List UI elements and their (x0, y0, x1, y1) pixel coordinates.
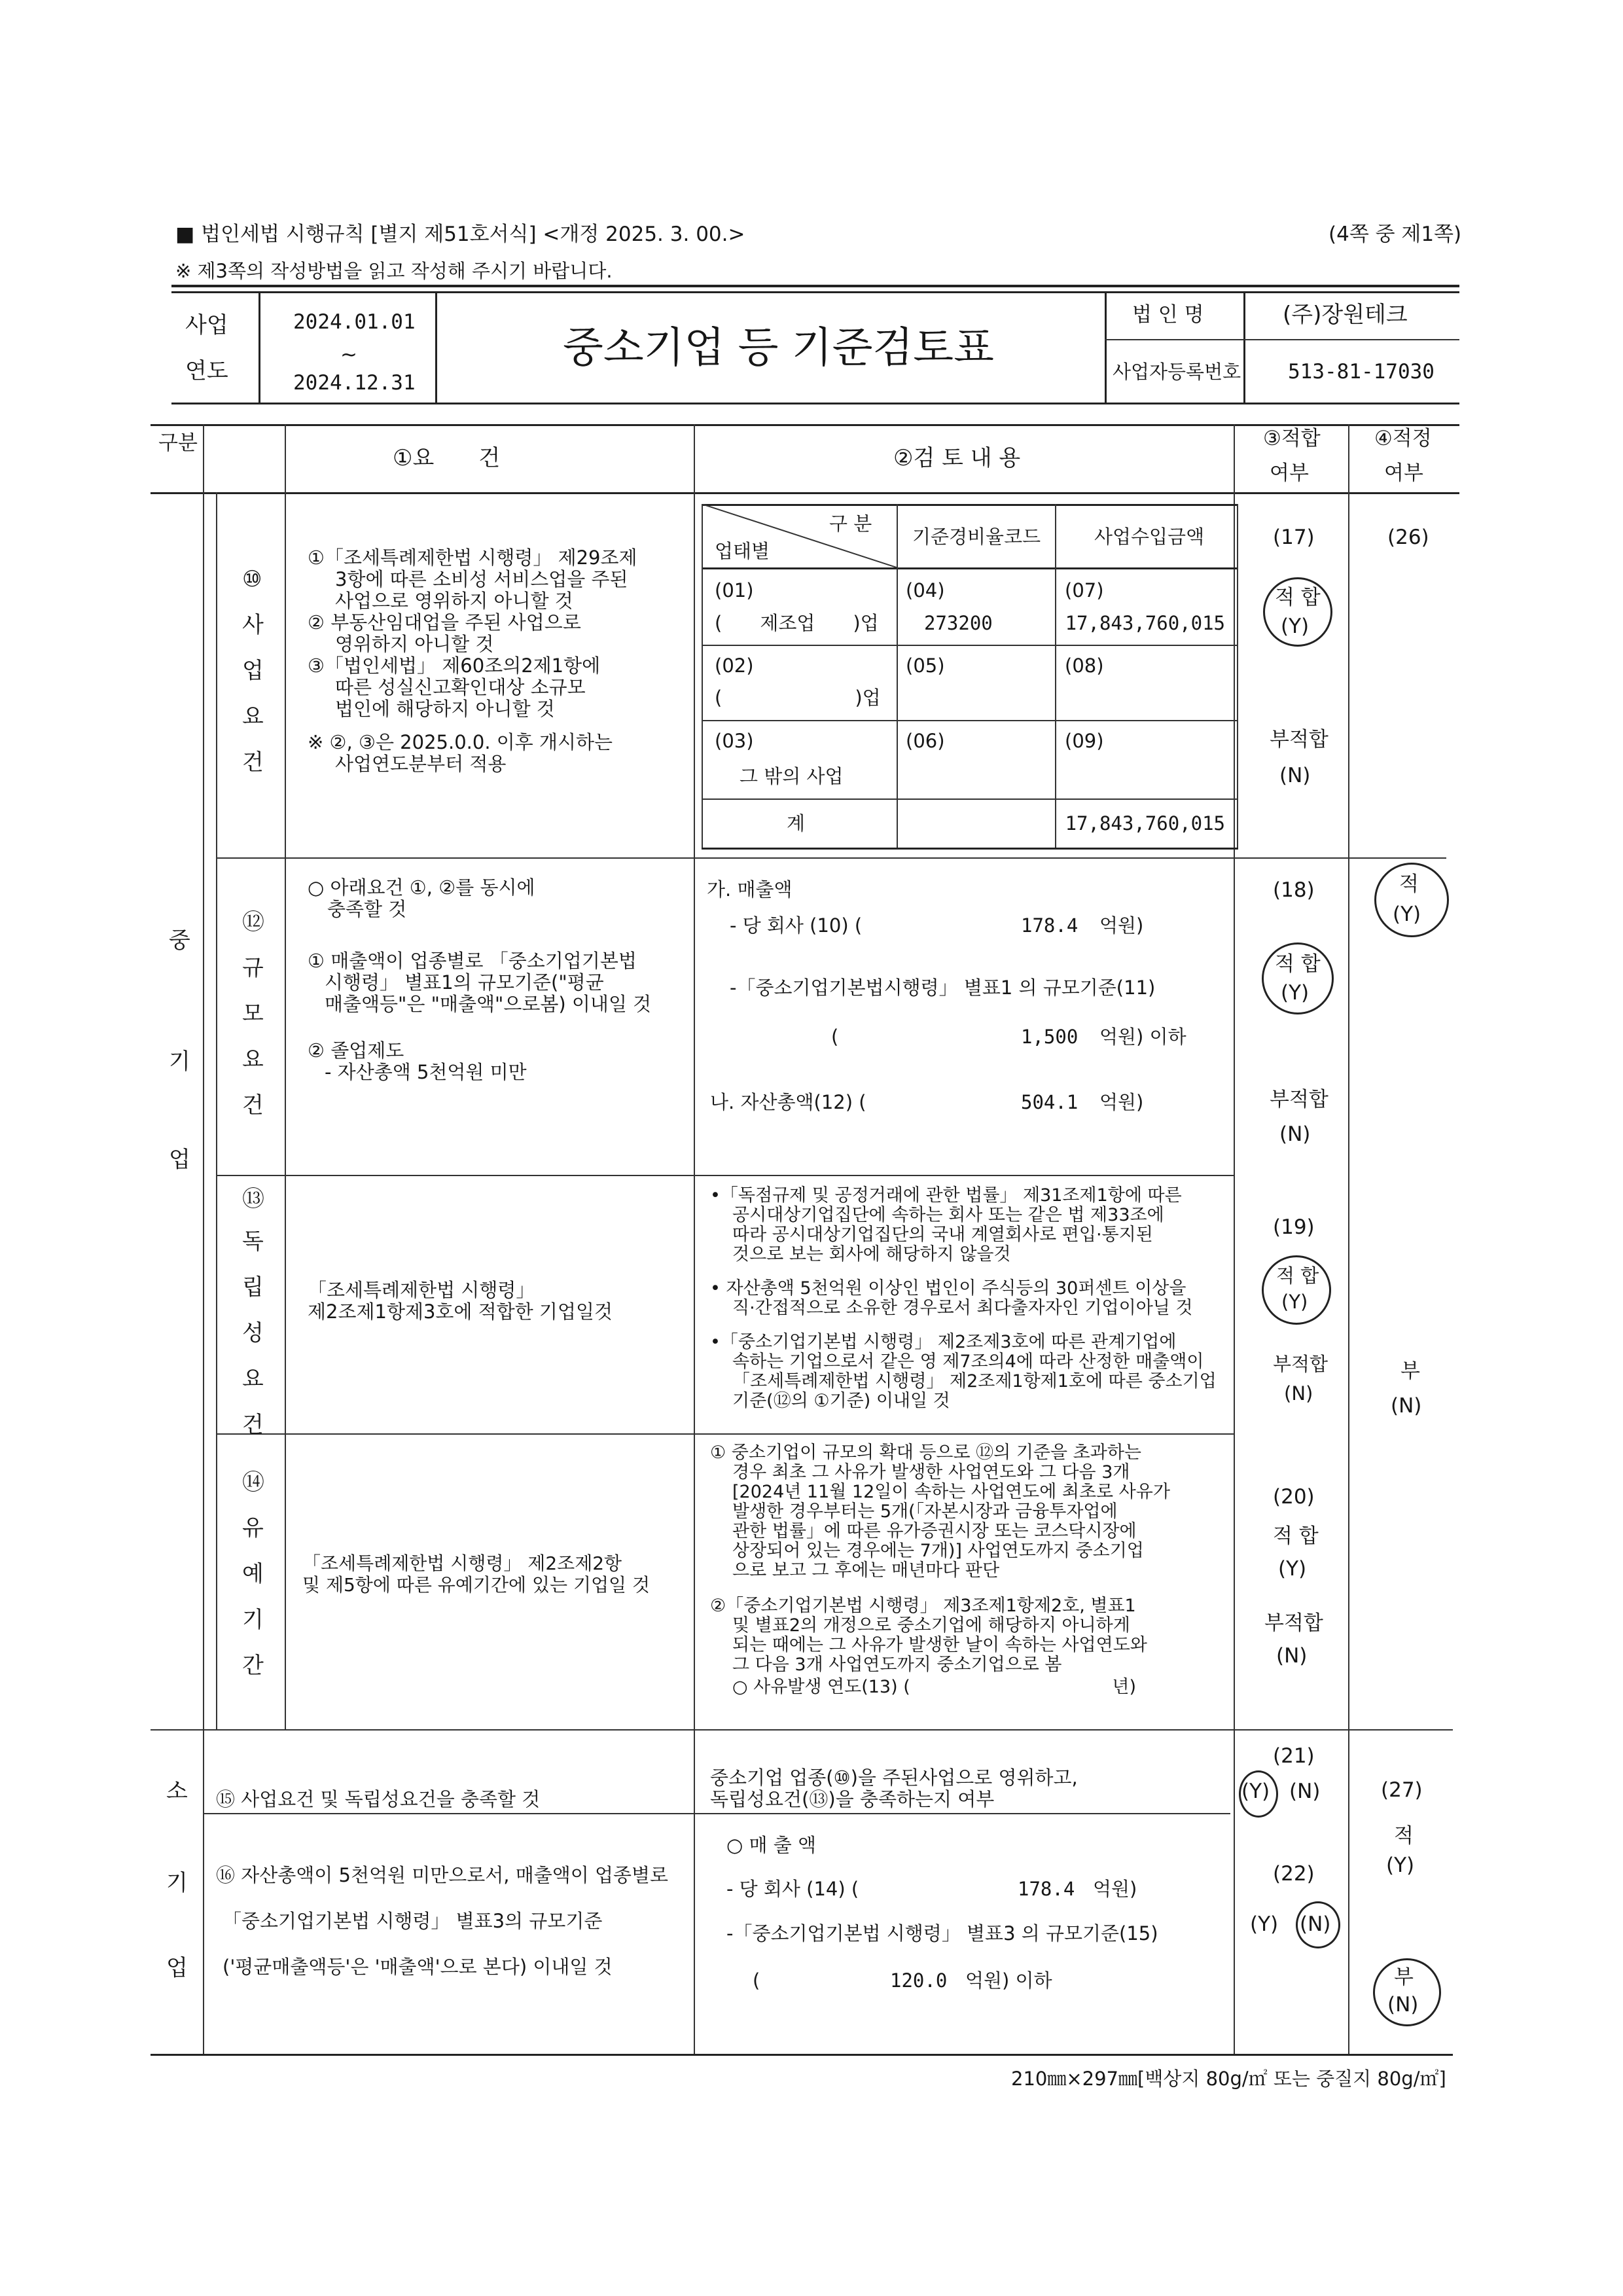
row1-amt-no: (07) (1065, 579, 1104, 601)
corp-name-label: 법 인 명 (1132, 303, 1204, 327)
scale-asset-value: 504.1 (1021, 1091, 1079, 1113)
scale-requirements: ○ 아래요건 ①, ②를 동시에 충족할 것 ① 매출액이 업종별로 「중소기업기본법 시행령」 별표1의 규모기준("평균 매출액등"은 "매출액"으로봄) 이내일 것 ② 졸업제도 - 자산총액 5천억원 미만 (308, 876, 652, 1083)
grid-line (151, 424, 1459, 426)
row3-code-no: (06) (906, 730, 945, 752)
table-border (1055, 504, 1056, 848)
period-start: 2024.01.01 (293, 310, 416, 334)
row1-code: 273200 (924, 612, 993, 634)
grace-requirements: 「조세특례제한법 시행령」 제2조제2항 및 제5항에 따른 유예기간에 있는 기업일 것 (302, 1552, 651, 1596)
scale-standard-value: 1,500 (1021, 1026, 1079, 1048)
grace-review: ① 중소기업이 규모의 확대 등으로 ⑫의 기준을 초과하는 경우 최초 그 사유가 발생한 사업연도와 그 다음 3개 [2024년 11월 12일이 속하는 사업연도에 최초로 사유가 발생한 경우부터는 5개(「자본시장과 금융투자업에 관한 법률」에 따른 유가증권시장 또는 코스닥시장에 상장되어 있는 경우에는 7개)] 사업연도까지 중소기업 으로 보고 그 후에는 매년마다 판단 ②「중소기업기본법 시행령」 제3조제1항제2호, 별표1 및 별표2의 개정으로 중소기업에 해당하지 아니하게 되는 때에는 그 사유가 발생한 날이 속하는 사업연도와 그 다음 3개 사업연도까지 중소기업으로 봄 ○ 사유발생 연도(13) ( 년) (710, 1443, 1170, 1697)
grid-line (285, 424, 286, 1729)
scale-asset: 나. 자산총액(12) ( (710, 1091, 866, 1113)
row2-type: ( )업 (715, 687, 881, 709)
fit-19-y: (Y) (1281, 1291, 1308, 1313)
row2-amt-no: (08) (1065, 655, 1104, 677)
grid-line (151, 492, 1459, 494)
row2-no: (02) (715, 655, 754, 677)
fit-17-n: (N) (1279, 764, 1311, 787)
final-27-y: (Y) (1386, 1854, 1415, 1877)
title-top-border-2 (171, 291, 1459, 293)
fit-17-y: (Y) (1281, 615, 1310, 638)
title-top-border (171, 285, 1459, 287)
hdr-type: 업태별 (715, 540, 770, 562)
table-border (702, 567, 1238, 569)
indep-label: 립 (242, 1274, 264, 1300)
grace-num: ⑭ (242, 1469, 264, 1496)
group-sme: 기 (169, 1049, 190, 1075)
small-req-1: ⑮ 사업요건 및 독립성요건을 충족할 것 (216, 1788, 541, 1810)
small-sales-title: ○ 매 출 액 (726, 1834, 817, 1856)
scale-label: 규 (242, 955, 264, 981)
indep-label: 요 (242, 1366, 264, 1392)
final-scale-y: (Y) (1393, 903, 1421, 926)
small-standard: -「중소기업기본법 시행령」 별표3 의 규모기준(15) (726, 1922, 1158, 1945)
row1-no: (01) (715, 579, 754, 601)
row2-code-no: (05) (906, 655, 945, 677)
hdr-code: 기준경비율코드 (912, 526, 1041, 548)
grid-line (151, 1729, 1453, 1731)
biz-no: 513-81-17030 (1288, 360, 1435, 384)
table-border (702, 645, 1238, 646)
grace-year-label: ○ 사유발생 연도(13) ( (732, 1677, 910, 1697)
fit-21-no: (21) (1273, 1744, 1315, 1768)
row1-code-no: (04) (906, 579, 945, 601)
scale-asset-unit: 억원) (1099, 1091, 1144, 1113)
row3-type: 그 밖의 사업 (740, 765, 844, 787)
paper-spec: 210㎜×297㎜[백상지 80g/㎡ 또는 중질지 80g/㎡] (1011, 2068, 1446, 2090)
business-requirements: ①「조세특례제한법 시행령」 제29조제 3항에 따른 소비성 서비스업을 주된 사업으로 영위하지 아니할 것 ② 부동산임대업을 주된 사업으로 영위하지 아니할 것 ③「법인세법」 제60조의2제1항에 따른 성실신고확인대상 소규모 법인에 해당하지 아니할 것 ※ ②, ③은 2025.0.0. 이후 개시하는 사업연도분부터 적용 (308, 547, 637, 775)
group-small: 업 (166, 1955, 188, 1981)
biz-no-label: 사업자등록번호 (1113, 361, 1241, 383)
fit-22-n: (N) (1300, 1912, 1331, 1936)
scale-standard-open: ( (831, 1026, 839, 1048)
group-small: 기 (166, 1870, 188, 1896)
divider (435, 291, 437, 403)
fit-20-n: (N) (1276, 1644, 1308, 1668)
business-label: 업 (242, 658, 264, 684)
indep-label: 독 (242, 1229, 264, 1255)
col-gubun: 구분 (158, 431, 198, 455)
total-label: 계 (787, 812, 806, 834)
grid-line (216, 492, 217, 1729)
hdr-gubun: 구 분 (829, 512, 872, 535)
grid-line (216, 857, 1446, 859)
fit-20-y: (Y) (1278, 1557, 1307, 1581)
indep-requirements: 「조세특례제한법 시행령」 제2조제1항제3호에 적합한 기업일것 (308, 1279, 613, 1323)
grace-label: 예 (242, 1561, 264, 1587)
fit-20-nofit: 부적합 (1264, 1611, 1323, 1635)
scale-standard-unit: 억원) 이하 (1099, 1026, 1186, 1048)
table-border (702, 798, 1238, 800)
table-border (897, 504, 898, 848)
title-bottom-border (171, 403, 1459, 404)
fit-18-n: (N) (1279, 1122, 1311, 1146)
small-standard-value: 120.0 (890, 1969, 948, 1992)
small-standard-open: ( (753, 1969, 760, 1992)
col-final-1: ④적정 (1374, 427, 1432, 450)
fit-18-nofit: 부적합 (1270, 1088, 1329, 1111)
grace-label: 기 (242, 1607, 264, 1633)
fit-17-no: (17) (1273, 526, 1315, 549)
indep-label: 성 (242, 1320, 264, 1346)
page-info: (4쪽 중 제1쪽) (1329, 223, 1462, 246)
table-border (1237, 504, 1238, 848)
grid-line (203, 1813, 1230, 1814)
grid-line (1348, 424, 1349, 2054)
final-27-n: (N) (1387, 1993, 1419, 2017)
fit-22-no: (22) (1273, 1862, 1315, 1886)
small-standard-unit: 억원) 이하 (965, 1969, 1052, 1992)
final-27-nofit: 부 (1394, 1965, 1414, 1989)
final-27-yes: 적 (1394, 1824, 1414, 1848)
small-company: - 당 회사 (14) ( (726, 1878, 859, 1900)
period-tilde: ~ (340, 343, 357, 367)
notice-text: ※ 제3쪽의 작성방법을 읽고 작성해 주시기 바랍니다. (175, 260, 613, 282)
fit-17-nofit: 부적합 (1270, 728, 1329, 751)
col-final-2: 여부 (1384, 461, 1423, 485)
indep-label: 건 (242, 1412, 264, 1438)
small-company-unit: 억원) (1093, 1878, 1137, 1900)
fit-22-y: (Y) (1250, 1912, 1279, 1936)
small-req-2: ⑯ 자산총액이 5천억원 미만으로서, 매출액이 업종별로 「중소기업기본법 시행령」 별표3의 규모기준 ('평균매출액등'은 '매출액'으로 본다) 이내일 것 (216, 1864, 669, 1978)
final-indep-no: 부 (1400, 1359, 1420, 1383)
fit-19-n: (N) (1284, 1382, 1313, 1405)
grid-line (216, 1175, 1234, 1176)
fit-19-nofit: 부적합 (1273, 1353, 1329, 1375)
grid-line (694, 424, 695, 2054)
year-label: 연도 (185, 358, 228, 384)
scale-sales-title: 가. 매출액 (707, 878, 793, 901)
scale-standard: -「중소기업기본법시행령」 별표1 의 규모기준(11) (730, 977, 1156, 999)
grace-label: 간 (242, 1653, 264, 1679)
grace-year-unit: 년) (1112, 1677, 1136, 1697)
scale-num: ⑫ (242, 909, 264, 935)
group-small: 소 (166, 1778, 188, 1804)
scale-label: 요 (242, 1047, 264, 1073)
fit-20-yes: 적 합 (1273, 1524, 1319, 1548)
grid-line (216, 1433, 1234, 1435)
small-company-value: 178.4 (1018, 1878, 1075, 1900)
grid-line (151, 2054, 1453, 2056)
divider (1243, 291, 1245, 403)
scale-company: - 당 회사 (10) ( (730, 914, 863, 937)
col-fit-2: 여부 (1270, 461, 1309, 485)
scale-label: 건 (242, 1092, 264, 1119)
fit-21-y: (Y) (1241, 1780, 1270, 1803)
period-end: 2024.12.31 (293, 371, 416, 395)
fit-18-y: (Y) (1281, 981, 1310, 1005)
business-label: 요 (242, 704, 264, 730)
indep-num: ⑬ (242, 1186, 264, 1212)
row3-no: (03) (715, 730, 754, 752)
row1-type: ( 제조업 )업 (715, 612, 879, 634)
scale-company-value: 178.4 (1021, 914, 1079, 937)
small-review-1: 중소기업 업종(⑩)을 주된사업으로 영위하고, 독립성요건(⑬)을 충족하는지 여부 (710, 1767, 1078, 1810)
fit-19-yes: 적 합 (1276, 1265, 1319, 1287)
scale-company-unit: 억원) (1099, 914, 1144, 937)
group-sme: 중 (169, 927, 190, 954)
business-num: ⑩ (242, 566, 262, 592)
scale-label: 모 (242, 1001, 264, 1027)
grace-label: 유 (242, 1515, 264, 1541)
final-26-no: (26) (1387, 526, 1429, 549)
group-sme: 업 (169, 1147, 190, 1173)
business-label: 건 (242, 749, 264, 776)
fit-18-yes: 적 합 (1275, 952, 1321, 976)
business-label: 사 (242, 612, 264, 638)
divider (1105, 291, 1107, 403)
col-review: ②검 토 내 용 (893, 445, 1021, 471)
corp-name: (주)장원테크 (1283, 302, 1408, 328)
final-indep-n: (N) (1391, 1394, 1422, 1418)
row3-amt-no: (09) (1065, 730, 1104, 752)
fit-17-yes: 적 합 (1275, 586, 1321, 609)
fit-20-no: (20) (1273, 1485, 1315, 1509)
fit-18-no: (18) (1273, 878, 1315, 902)
fit-21-n: (N) (1289, 1780, 1321, 1803)
divider (1105, 339, 1459, 340)
table-border (702, 720, 1238, 721)
indep-review: •「독점규제 및 공정거래에 관한 법률」 제31조제1항에 따른 공시대상기업집단에 속하는 회사 또는 같은 법 제33조에 따라 공시대상기업집단의 국내 계열회사로 편입·통지된 것으로 보는 회사에 해당하지 않을것 • 자산총액 5천억원 이상인 법인이 주식등의 30퍼센트 이상을 직·간접적으로 소유한 경우로서 최다출자자인 기업이아닐 것 •「중소기업기본법 시행령」 제2조제3호에 따른 관계기업에 속하는 기업으로서 같은 영 제7조의4에 따라 산정한 매출액이 「조세특례제한법 시행령」 제2조제1항제1호에 따른 중소기업 기준(⑫의 ①기준) 이내일 것 (710, 1185, 1217, 1411)
page-title: 중소기업 등 기준검토표 (563, 324, 994, 372)
divider (259, 291, 260, 403)
business-income-table (702, 504, 1238, 848)
col-fit-1: ③적합 (1263, 427, 1321, 450)
final-27-no: (27) (1381, 1778, 1423, 1802)
grid-line (203, 424, 204, 2054)
hdr-amount: 사업수입금액 (1094, 526, 1205, 548)
total-amount: 17,843,760,015 (1065, 812, 1225, 834)
final-scale-yes: 적 (1399, 872, 1419, 896)
year-label: 사업 (185, 312, 228, 338)
fit-19-no: (19) (1273, 1215, 1315, 1239)
col-requirement: ①요 건 (393, 445, 501, 471)
form-title: ■ 법인세법 시행규칙 [별지 제51호서식] <개정 2025. 3. 00.> (175, 223, 745, 246)
table-border (702, 848, 1238, 850)
row1-amount: 17,843,760,015 (1065, 612, 1225, 634)
